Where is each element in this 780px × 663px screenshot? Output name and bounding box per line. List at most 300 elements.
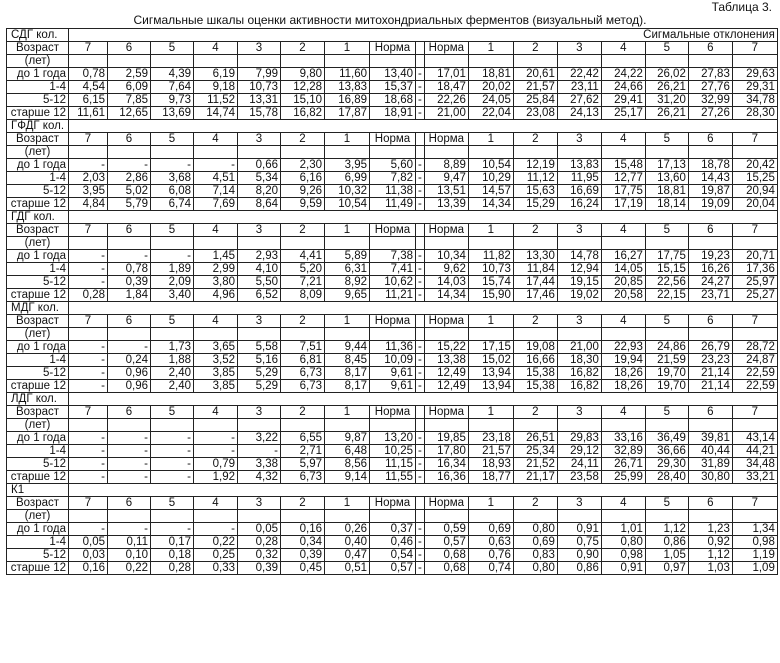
cell-value: 0,18 xyxy=(151,549,194,562)
cell-value: 0,45 xyxy=(281,562,325,575)
enzyme-header-row xyxy=(7,211,778,224)
cell-value: 8,17 xyxy=(325,367,370,380)
cell-value: 0,66 xyxy=(238,159,281,172)
sigma-col-pos: 7 xyxy=(732,224,777,237)
cell-value: 1,45 xyxy=(194,250,238,263)
cell-value: 16,24 xyxy=(557,198,601,211)
header-blank xyxy=(688,55,732,68)
cell-value: 25,27 xyxy=(732,289,777,302)
cell-value: 24,13 xyxy=(557,107,601,120)
header-blank xyxy=(732,419,777,432)
sigma-col-neg: 3 xyxy=(238,133,281,146)
sigma-col-neg: 2 xyxy=(281,406,325,419)
header-blank xyxy=(281,328,325,341)
cell-value: 3,80 xyxy=(194,276,238,289)
cell-value: 0,78 xyxy=(69,68,108,81)
cell-value: 15,63 xyxy=(513,185,557,198)
sigma-col-pos: 3 xyxy=(557,406,601,419)
header-blank xyxy=(557,510,601,523)
table-row xyxy=(7,432,778,445)
sigma-col-neg: 2 xyxy=(281,497,325,510)
cell-value: 12,94 xyxy=(557,263,601,276)
sigma-col-neg: 4 xyxy=(194,42,238,55)
cell-value: 19,70 xyxy=(645,380,688,393)
header-blank xyxy=(370,55,416,68)
norma-low-value: 13,20 xyxy=(370,432,416,445)
age-group-label: 1-4 xyxy=(7,81,69,94)
header-blank xyxy=(194,328,238,341)
norma-low-value: 10,25 xyxy=(370,445,416,458)
norma-header: Норма xyxy=(370,224,416,237)
norma-high-value: 15,22 xyxy=(424,341,468,354)
table-row xyxy=(7,536,778,549)
header-blank xyxy=(370,328,416,341)
sigma-col-pos: 1 xyxy=(468,497,513,510)
cell-value: 0,22 xyxy=(108,562,151,575)
cell-value: 25,84 xyxy=(513,94,557,107)
cell-value: 19,23 xyxy=(688,250,732,263)
enzyme-row-filler xyxy=(69,211,778,224)
header-blank xyxy=(238,55,281,68)
sigma-col-pos: 6 xyxy=(688,497,732,510)
cell-value: 13,83 xyxy=(557,159,601,172)
header-blank xyxy=(194,419,238,432)
cell-value: 0,05 xyxy=(69,536,108,549)
header-blank xyxy=(151,328,194,341)
sigma-col-pos: 6 xyxy=(688,315,732,328)
cell-value: 21,14 xyxy=(688,367,732,380)
sigma-col-pos: 4 xyxy=(601,406,645,419)
cell-value: - xyxy=(108,471,151,484)
cell-value: 24,66 xyxy=(601,81,645,94)
cell-value: 1,09 xyxy=(732,562,777,575)
cell-value: - xyxy=(69,341,108,354)
cell-value: 2,93 xyxy=(238,250,281,263)
header-blank xyxy=(238,510,281,523)
cell-value: 11,82 xyxy=(468,250,513,263)
cell-value: - xyxy=(108,250,151,263)
cell-value: 29,41 xyxy=(601,94,645,107)
cell-value: 4,10 xyxy=(238,263,281,276)
header-blank xyxy=(688,146,732,159)
cell-value: 31,20 xyxy=(645,94,688,107)
cell-value: 29,30 xyxy=(645,458,688,471)
cell-value: 3,65 xyxy=(194,341,238,354)
sigma-col-pos: 4 xyxy=(601,224,645,237)
cell-value: 19,87 xyxy=(688,185,732,198)
cell-value: 2,71 xyxy=(281,445,325,458)
age-group-label: до 1 года xyxy=(7,341,69,354)
cell-value: 6,81 xyxy=(281,354,325,367)
header-blank xyxy=(424,55,468,68)
table-row xyxy=(7,354,778,367)
cell-value: 4,32 xyxy=(238,471,281,484)
norma-low-value: 15,37 xyxy=(370,81,416,94)
norma-separator xyxy=(416,224,425,237)
cell-value: 1,34 xyxy=(732,523,777,536)
norma-high-value: 18,47 xyxy=(424,81,468,94)
cell-value: 3,22 xyxy=(238,432,281,445)
norma-high-value: 14,34 xyxy=(424,289,468,302)
cell-value: 18,26 xyxy=(601,380,645,393)
header-blank xyxy=(557,55,601,68)
age-group-label: до 1 года xyxy=(7,523,69,536)
cell-value: 18,30 xyxy=(557,354,601,367)
cell-value: 32,99 xyxy=(688,94,732,107)
norma-range-dash: - xyxy=(416,250,425,263)
header-blank xyxy=(325,419,370,432)
age-group-label: 5-12 xyxy=(7,367,69,380)
norma-high-value: 0,68 xyxy=(424,562,468,575)
cell-value: - xyxy=(151,458,194,471)
sigma-col-pos: 4 xyxy=(601,133,645,146)
cell-value: 23,71 xyxy=(688,289,732,302)
age-header-units: (лет) xyxy=(7,237,69,250)
cell-value: 5,79 xyxy=(108,198,151,211)
cell-value: 0,40 xyxy=(325,536,370,549)
age-group-label: 5-12 xyxy=(7,185,69,198)
cell-value: 25,99 xyxy=(601,471,645,484)
cell-value: 9,73 xyxy=(151,94,194,107)
norma-high-value: 12,49 xyxy=(424,380,468,393)
sigma-col-neg: 2 xyxy=(281,133,325,146)
header-blank xyxy=(557,419,601,432)
header-blank xyxy=(238,146,281,159)
norma-high-value: 13,38 xyxy=(424,354,468,367)
cell-value: 20,94 xyxy=(732,185,777,198)
cell-value: - xyxy=(108,341,151,354)
norma-low-value: 11,15 xyxy=(370,458,416,471)
cell-value: 5,89 xyxy=(325,250,370,263)
sigma-col-neg: 5 xyxy=(151,315,194,328)
cell-value: 0,86 xyxy=(645,536,688,549)
cell-value: 22,59 xyxy=(732,380,777,393)
sigma-col-neg: 5 xyxy=(151,42,194,55)
header-blank xyxy=(468,55,513,68)
norma-header: Норма xyxy=(424,224,468,237)
sigma-col-neg: 4 xyxy=(194,497,238,510)
cell-value: 2,59 xyxy=(108,68,151,81)
cell-value: 9,44 xyxy=(325,341,370,354)
norma-high-value: 0,68 xyxy=(424,549,468,562)
header-blank xyxy=(69,237,108,250)
cell-value: 10,29 xyxy=(468,172,513,185)
age-group-label: 5-12 xyxy=(7,458,69,471)
cell-value: - xyxy=(194,159,238,172)
cell-value: 20,42 xyxy=(732,159,777,172)
cell-value: 4,51 xyxy=(194,172,238,185)
cell-value: 0,69 xyxy=(468,523,513,536)
norma-range-dash: - xyxy=(416,68,425,81)
sigma-col-neg: 1 xyxy=(325,42,370,55)
cell-value: - xyxy=(69,445,108,458)
cell-value: 2,09 xyxy=(151,276,194,289)
header-blank xyxy=(370,419,416,432)
cell-value: 39,81 xyxy=(688,432,732,445)
norma-low-value: 0,57 xyxy=(370,562,416,575)
norma-header: Норма xyxy=(370,406,416,419)
header-blank xyxy=(513,328,557,341)
header-blank xyxy=(645,146,688,159)
age-group-label: старше 12 xyxy=(7,471,69,484)
norma-range-dash: - xyxy=(416,445,425,458)
cell-value: - xyxy=(108,458,151,471)
header-blank xyxy=(732,237,777,250)
cell-value: 10,73 xyxy=(468,263,513,276)
sigma-col-neg: 4 xyxy=(194,133,238,146)
table-row xyxy=(7,198,778,211)
cell-value: 21,52 xyxy=(513,458,557,471)
cell-value: - xyxy=(108,445,151,458)
age-group-label: старше 12 xyxy=(7,380,69,393)
cell-value: 30,80 xyxy=(688,471,732,484)
table-row xyxy=(7,185,778,198)
sigma-col-pos: 1 xyxy=(468,224,513,237)
cell-value: 7,64 xyxy=(151,81,194,94)
cell-value: - xyxy=(69,432,108,445)
header-blank xyxy=(601,146,645,159)
cell-value: 12,28 xyxy=(281,81,325,94)
cell-value: 0,03 xyxy=(69,549,108,562)
header-blank xyxy=(416,237,425,250)
cell-value: 24,86 xyxy=(645,341,688,354)
column-header-row xyxy=(7,406,778,419)
sigma-table xyxy=(6,28,778,575)
cell-value: 1,23 xyxy=(688,523,732,536)
cell-value: 21,00 xyxy=(557,341,601,354)
cell-value: 31,89 xyxy=(688,458,732,471)
header-blank xyxy=(513,237,557,250)
cell-value: 13,30 xyxy=(513,250,557,263)
cell-value: 13,94 xyxy=(468,367,513,380)
cell-value: 3,95 xyxy=(325,159,370,172)
header-blank xyxy=(416,510,425,523)
cell-value: 22,04 xyxy=(468,107,513,120)
sigma-col-neg: 1 xyxy=(325,224,370,237)
enzyme-header-row xyxy=(7,120,778,133)
cell-value: 2,30 xyxy=(281,159,325,172)
header-blank xyxy=(601,419,645,432)
norma-header: Норма xyxy=(424,42,468,55)
cell-value: 18,81 xyxy=(645,185,688,198)
cell-value: 0,79 xyxy=(194,458,238,471)
sigma-col-neg: 4 xyxy=(194,224,238,237)
sigma-col-neg: 1 xyxy=(325,406,370,419)
table-row xyxy=(7,380,778,393)
age-header: Возраст xyxy=(7,42,69,55)
sigma-col-neg: 6 xyxy=(108,133,151,146)
cell-value: 26,21 xyxy=(645,107,688,120)
enzyme-name: МДГ кол. xyxy=(7,302,69,315)
sigma-col-neg: 3 xyxy=(238,406,281,419)
cell-value: 1,19 xyxy=(732,549,777,562)
cell-value: - xyxy=(108,523,151,536)
cell-value: 21,57 xyxy=(468,445,513,458)
sigma-col-neg: 5 xyxy=(151,497,194,510)
norma-high-value: 13,51 xyxy=(424,185,468,198)
cell-value: 0,98 xyxy=(732,536,777,549)
cell-value: 1,05 xyxy=(645,549,688,562)
age-group-label: до 1 года xyxy=(7,432,69,445)
norma-separator xyxy=(416,315,425,328)
cell-value: 1,73 xyxy=(151,341,194,354)
header-blank xyxy=(370,510,416,523)
norma-low-value: 11,36 xyxy=(370,341,416,354)
enzyme-name: СДГ кол. xyxy=(7,29,69,42)
cell-value: 1,89 xyxy=(151,263,194,276)
cell-value: 4,96 xyxy=(194,289,238,302)
column-header-row xyxy=(7,133,778,146)
norma-range-dash: - xyxy=(416,172,425,185)
cell-value: - xyxy=(69,250,108,263)
cell-value: 17,75 xyxy=(601,185,645,198)
norma-separator xyxy=(416,406,425,419)
cell-value: 16,82 xyxy=(281,107,325,120)
cell-value: 27,76 xyxy=(688,81,732,94)
header-blank xyxy=(424,146,468,159)
sigma-col-pos: 7 xyxy=(732,406,777,419)
norma-range-dash: - xyxy=(416,367,425,380)
cell-value: 1,84 xyxy=(108,289,151,302)
cell-value: 0,83 xyxy=(513,549,557,562)
enzyme-header-row xyxy=(7,29,778,42)
cell-value: 29,63 xyxy=(732,68,777,81)
age-group-label: 5-12 xyxy=(7,276,69,289)
cell-value: 10,73 xyxy=(238,81,281,94)
cell-value: 17,13 xyxy=(645,159,688,172)
cell-value: 0,96 xyxy=(108,367,151,380)
cell-value: 6,15 xyxy=(69,94,108,107)
cell-value: 13,69 xyxy=(151,107,194,120)
cell-value: 29,31 xyxy=(732,81,777,94)
cell-value: 18,93 xyxy=(468,458,513,471)
cell-value: 0,26 xyxy=(325,523,370,536)
cell-value: 0,28 xyxy=(151,562,194,575)
cell-value: 27,83 xyxy=(688,68,732,81)
cell-value: 9,59 xyxy=(281,198,325,211)
sigma-col-neg: 7 xyxy=(69,42,108,55)
cell-value: 0,28 xyxy=(69,289,108,302)
cell-value: 22,93 xyxy=(601,341,645,354)
cell-value: 40,44 xyxy=(688,445,732,458)
age-group-label: до 1 года xyxy=(7,68,69,81)
header-blank xyxy=(108,328,151,341)
sigma-col-neg: 4 xyxy=(194,315,238,328)
sigma-col-pos: 1 xyxy=(468,406,513,419)
cell-value: 26,02 xyxy=(645,68,688,81)
cell-value: 2,86 xyxy=(108,172,151,185)
age-group-label: до 1 года xyxy=(7,250,69,263)
age-group-label: 1-4 xyxy=(7,536,69,549)
cell-value: 1,12 xyxy=(645,523,688,536)
cell-value: 0,91 xyxy=(557,523,601,536)
header-blank xyxy=(688,328,732,341)
cell-value: 0,76 xyxy=(468,549,513,562)
cell-value: 8,56 xyxy=(325,458,370,471)
cell-value: 16,89 xyxy=(325,94,370,107)
cell-value: 21,57 xyxy=(513,81,557,94)
cell-value: 2,40 xyxy=(151,380,194,393)
cell-value: 24,11 xyxy=(557,458,601,471)
enzyme-name: К1 xyxy=(7,484,69,497)
sigma-col-neg: 7 xyxy=(69,315,108,328)
cell-value: 22,42 xyxy=(557,68,601,81)
header-blank xyxy=(238,237,281,250)
cell-value: 5,02 xyxy=(108,185,151,198)
cell-value: 15,38 xyxy=(513,367,557,380)
cell-value: 0,86 xyxy=(557,562,601,575)
header-blank xyxy=(688,419,732,432)
column-header-row-2 xyxy=(7,328,778,341)
header-blank xyxy=(732,510,777,523)
enzyme-name: ГДГ кол. xyxy=(7,211,69,224)
age-header-units: (лет) xyxy=(7,419,69,432)
sigma-col-neg: 6 xyxy=(108,315,151,328)
cell-value: 27,26 xyxy=(688,107,732,120)
cell-value: 14,57 xyxy=(468,185,513,198)
cell-value: - xyxy=(151,250,194,263)
cell-value: 0,17 xyxy=(151,536,194,549)
header-blank xyxy=(424,237,468,250)
age-group-label: 5-12 xyxy=(7,549,69,562)
norma-header: Норма xyxy=(370,42,416,55)
enzyme-header-row xyxy=(7,484,778,497)
cell-value: 11,61 xyxy=(69,107,108,120)
sigma-col-pos: 4 xyxy=(601,42,645,55)
cell-value: 19,70 xyxy=(645,367,688,380)
norma-high-value: 14,03 xyxy=(424,276,468,289)
cell-value: 1,03 xyxy=(688,562,732,575)
header-blank xyxy=(416,328,425,341)
cell-value: - xyxy=(194,432,238,445)
cell-value: 0,96 xyxy=(108,380,151,393)
header-blank xyxy=(238,419,281,432)
cell-value: 20,71 xyxy=(732,250,777,263)
cell-value: 0,10 xyxy=(108,549,151,562)
cell-value: - xyxy=(69,367,108,380)
sigma-col-pos: 3 xyxy=(557,42,601,55)
norma-high-value: 16,36 xyxy=(424,471,468,484)
cell-value: 0,39 xyxy=(108,276,151,289)
cell-value: 0,80 xyxy=(513,523,557,536)
header-blank xyxy=(424,328,468,341)
header-blank xyxy=(108,237,151,250)
norma-range-dash: - xyxy=(416,458,425,471)
table-number: Таблица 3. xyxy=(711,0,772,14)
sigma-col-pos: 7 xyxy=(732,315,777,328)
cell-value: 17,44 xyxy=(513,276,557,289)
cell-value: 9,14 xyxy=(325,471,370,484)
header-blank xyxy=(194,237,238,250)
enzyme-name: ЛДГ кол. xyxy=(7,393,69,406)
norma-range-dash: - xyxy=(416,354,425,367)
norma-range-dash: - xyxy=(416,523,425,536)
sigma-col-neg: 4 xyxy=(194,406,238,419)
table-row xyxy=(7,367,778,380)
cell-value: - xyxy=(69,380,108,393)
norma-high-value: 17,80 xyxy=(424,445,468,458)
sigma-col-pos: 6 xyxy=(688,224,732,237)
table-row xyxy=(7,549,778,562)
cell-value: 18,26 xyxy=(601,367,645,380)
sigma-col-pos: 5 xyxy=(645,224,688,237)
norma-low-value: 18,91 xyxy=(370,107,416,120)
sigma-col-neg: 6 xyxy=(108,224,151,237)
norma-separator xyxy=(416,42,425,55)
norma-range-dash: - xyxy=(416,198,425,211)
header-blank xyxy=(281,510,325,523)
norma-range-dash: - xyxy=(416,107,425,120)
